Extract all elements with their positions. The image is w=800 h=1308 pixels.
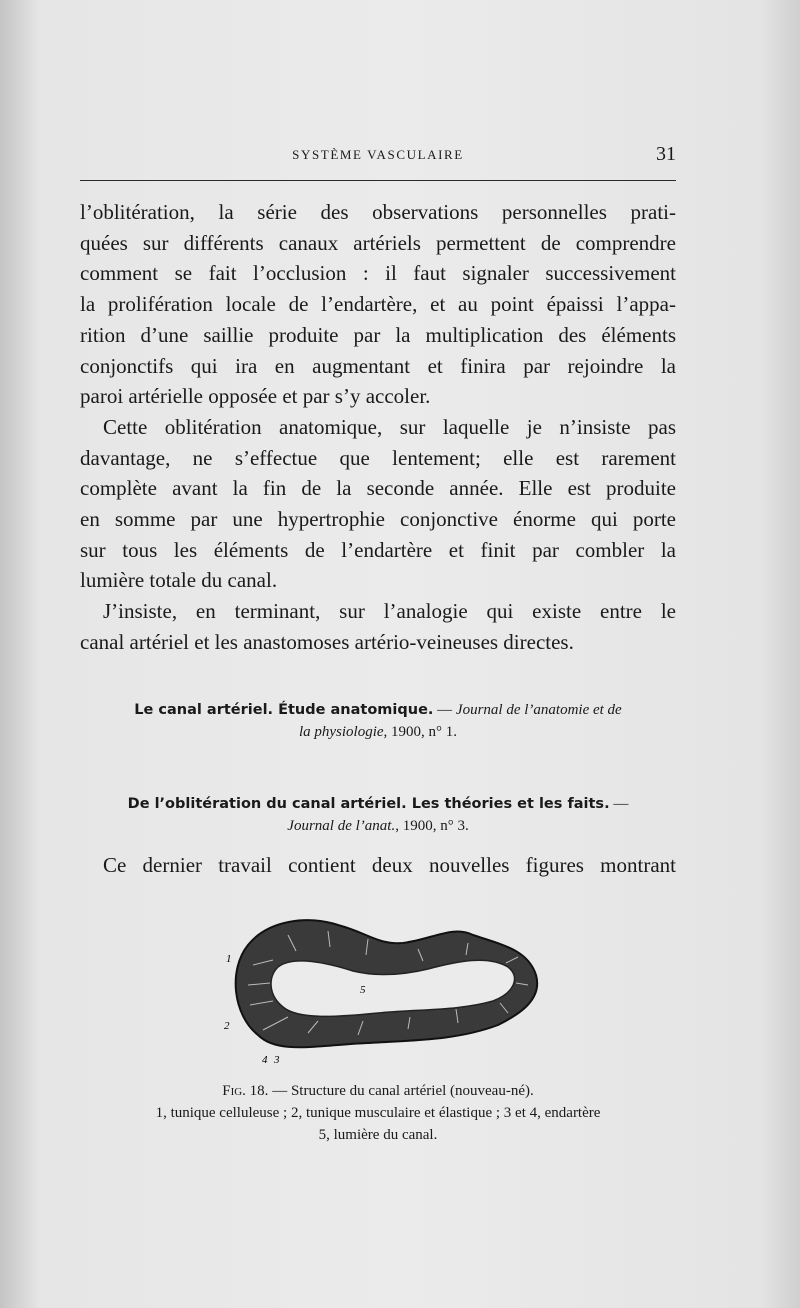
reference-1	[80, 699, 676, 743]
arterial-canal-drawing	[218, 905, 548, 1075]
text-line: J’insiste, en terminant, sur l’analogie qui existe entre le	[103, 599, 676, 624]
text-line: quées sur différents canaux artériels permettent de comprendre	[80, 230, 676, 255]
text-line: Cette oblitération anatomique, sur laquelle je n’insiste pas	[103, 414, 676, 439]
figure-label-1: 1	[226, 953, 232, 965]
text-line: en somme par une hypertrophie conjonctive énorme qui porte	[80, 507, 676, 532]
figure-number: Fig. 18.	[222, 1083, 269, 1099]
figure-label-3: 3	[274, 1054, 280, 1066]
reference-title: De l’oblitération du canal artériel. Les théories et les faits.	[127, 796, 610, 812]
figure-legend-line-2: 5, lumière du canal.	[318, 1127, 438, 1143]
text-line: rition d’une saillie produite par la multiplication des éléments	[80, 322, 676, 347]
reference-journal: Journal de l’anat.	[287, 818, 396, 834]
reference-separator: —	[433, 702, 456, 718]
page-number: 31	[656, 143, 676, 165]
caption-line	[80, 1080, 676, 1102]
text-line: complète avant la fin de la seconde année. Elle est produite	[80, 476, 676, 501]
page-header	[80, 143, 676, 167]
reference-journal: Journal de l’anatomie et de	[455, 702, 622, 718]
figure-arterial-canal	[218, 905, 548, 1075]
reference-journal: la physiologie	[298, 724, 384, 740]
reference-separator: —	[609, 796, 629, 812]
paragraph-1	[80, 197, 676, 412]
text-line: l’oblitération, la série des observations personnelles prati-	[80, 200, 676, 224]
text-line: la prolifération locale de l’endartère, et au point épaissi l’appa-	[80, 292, 676, 317]
reference-details: , 1900, n° 3.	[395, 818, 469, 834]
text-line: davantage, ne s’effectue que lentement; elle est rarement	[80, 445, 676, 470]
text-line: conjonctifs qui ira en augmentant et finira par rejoindre la	[80, 353, 676, 378]
reference-line	[80, 815, 676, 837]
text-line: comment se fait l’occlusion : il faut signaler successivement	[80, 261, 676, 286]
figure-label-5: 5	[360, 984, 366, 996]
reference-title: Le canal artériel. Étude anatomique.	[134, 702, 434, 718]
text-line: lumière totale du canal.	[80, 568, 278, 593]
paragraph-2	[80, 412, 676, 596]
closing-line: Ce dernier travail contient deux nouvelles figures montrant	[103, 853, 676, 877]
body-text	[80, 197, 676, 658]
paragraph-3	[80, 596, 676, 657]
reference-details: , 1900, n° 1.	[383, 724, 458, 740]
running-title: SYSTÈME VASCULAIRE	[292, 147, 464, 162]
reference-line	[80, 699, 676, 721]
text-line: canal artériel et les anastomoses artério-veineuses directes.	[80, 629, 574, 654]
figure-legend-line-1: 1, tunique celluleuse ; 2, tunique musculaire et élastique ; 3 et 4, endartère	[155, 1105, 601, 1121]
text-line: paroi artérielle opposée et par s’y accoler.	[80, 384, 431, 409]
header-rule	[80, 180, 676, 181]
reference-line	[80, 721, 676, 743]
caption-text: — Structure du canal artériel (nouveau-né).	[268, 1083, 534, 1099]
reference-line	[80, 793, 676, 815]
text-line: sur tous les éléments de l’endartère et finit par combler la	[80, 537, 676, 562]
figure-label-2: 2	[224, 1020, 230, 1032]
reference-2	[80, 793, 676, 837]
figure-label-4: 4	[262, 1054, 268, 1066]
figure-caption	[80, 1080, 676, 1146]
